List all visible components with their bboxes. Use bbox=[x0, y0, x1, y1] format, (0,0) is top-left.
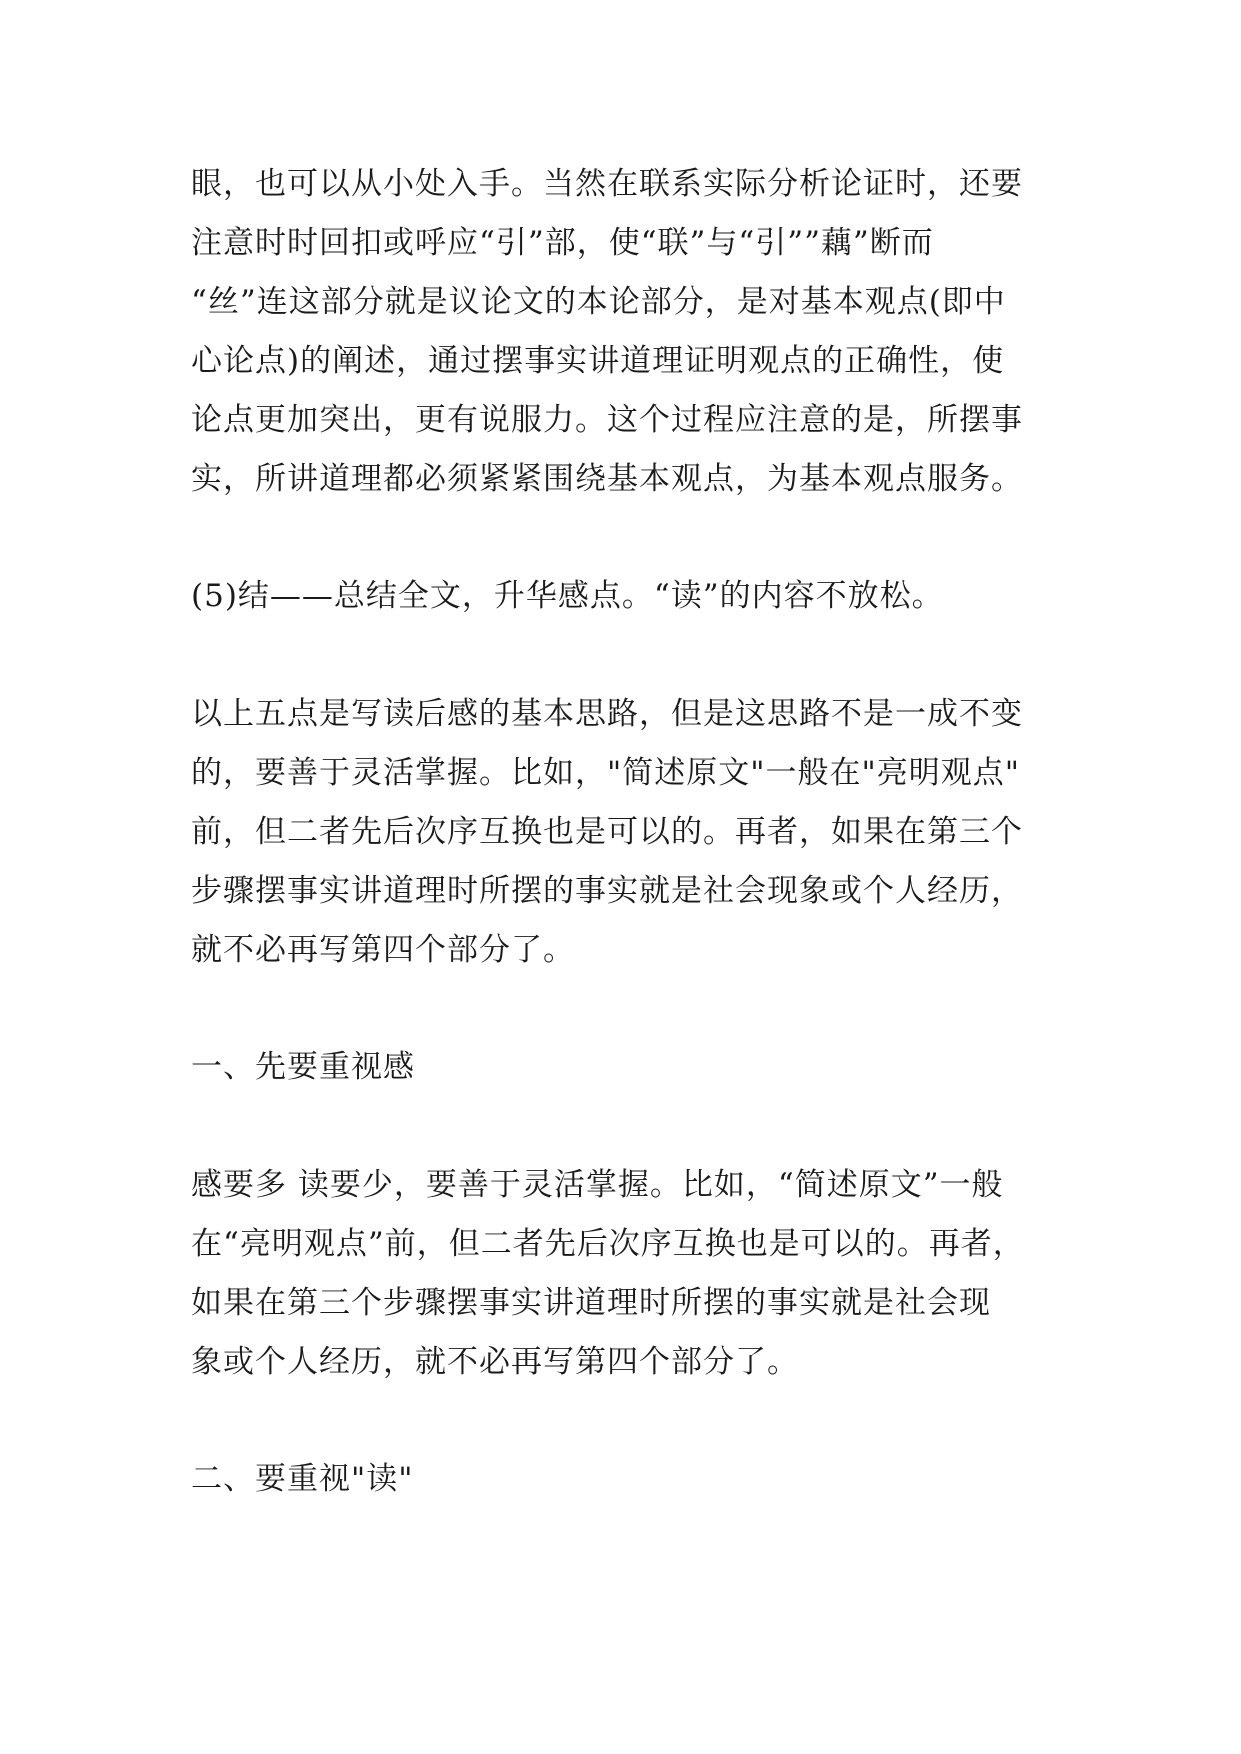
paragraph-line: 的，要善于灵活掌握。比如，"简述原文"一般在"亮明观点" bbox=[191, 755, 1021, 791]
body-paragraph-1 bbox=[191, 155, 1081, 509]
paragraph-line: 实，所讲道理都必须紧紧围绕基本观点，为基本观点服务。 bbox=[191, 461, 1023, 497]
paragraph-line: (5)结——总结全文，升华感点。“读”的内容不放松。 bbox=[191, 578, 944, 614]
paragraph-line: 以上五点是写读后感的基本思路，但是这思路不是一成不变 bbox=[191, 696, 1023, 732]
section-heading-text: 一、先要重视感 bbox=[191, 1049, 415, 1085]
paragraph-line: 如果在第三个步骤摆事实讲道理时所摆的事实就是社会现 bbox=[191, 1285, 991, 1321]
paragraph-line: 注意时时回扣或呼应“引”部，使“联”与“引””藕”断而 bbox=[191, 225, 934, 261]
section-heading-2 bbox=[191, 1450, 1081, 1509]
body-paragraph-2 bbox=[191, 567, 1081, 626]
section-heading-text: 二、要重视"读" bbox=[191, 1461, 414, 1497]
paragraph-line: 前，但二者先后次序互换也是可以的。再者，如果在第三个 bbox=[191, 814, 1023, 850]
paragraph-line: 就不必再写第四个部分了。 bbox=[191, 932, 575, 968]
body-paragraph-3 bbox=[191, 685, 1081, 980]
paragraph-line: 象或个人经历，就不必再写第四个部分了。 bbox=[191, 1344, 799, 1380]
paragraph-line: 论点更加突出，更有说服力。这个过程应注意的是，所摆事 bbox=[191, 402, 1023, 438]
paragraph-line: 在“亮明观点”前，但二者先后次序互换也是可以的。再者， bbox=[191, 1226, 1025, 1262]
paragraph-line: 感要多 读要少，要善于灵活掌握。比如，“简述原文”一般 bbox=[191, 1167, 1004, 1203]
paragraph-line: 步骤摆事实讲道理时所摆的事实就是社会现象或个人经历， bbox=[191, 873, 1023, 909]
paragraph-line: 心论点)的阐述，通过摆事实讲道理证明观点的正确性，使 bbox=[191, 343, 1005, 379]
paragraph-line: 眼，也可以从小处入手。当然在联系实际分析论证时，还要 bbox=[191, 166, 1023, 202]
paragraph-line: “丝”连这部分就是议论文的本论部分，是对基本观点(即中 bbox=[191, 284, 1006, 320]
body-paragraph-4 bbox=[191, 1156, 1081, 1392]
section-heading-1 bbox=[191, 1038, 1081, 1097]
